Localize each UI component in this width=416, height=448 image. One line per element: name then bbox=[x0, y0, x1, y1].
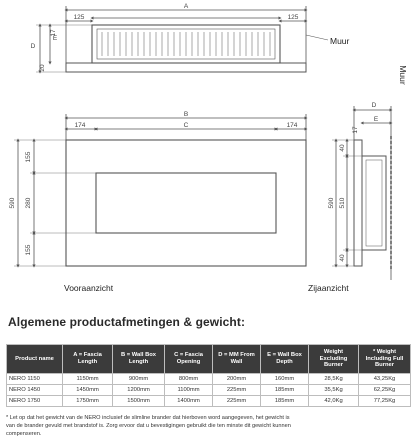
table-cell: NERO 1150 bbox=[7, 374, 63, 385]
top-dim-e: E bbox=[52, 35, 58, 42]
table-cell: 225mm bbox=[213, 385, 261, 396]
table-cell: 1400mm bbox=[165, 396, 213, 407]
front-dim-155-bottom: 155 bbox=[25, 244, 32, 256]
table-cell: 1500mm bbox=[113, 396, 165, 407]
col-header-product-name: Product name bbox=[7, 345, 63, 374]
col-header-weight-incl: * Weight Including Full Burner bbox=[359, 345, 411, 374]
table-cell: 1200mm bbox=[113, 385, 165, 396]
side-dim-17: 17 bbox=[352, 126, 359, 134]
table-cell: 185mm bbox=[261, 396, 309, 407]
col-header-wall-box-depth: E = Wall Box Depth bbox=[261, 345, 309, 374]
table-cell: 42,0Kg bbox=[309, 396, 359, 407]
side-dim-d: D bbox=[371, 102, 377, 109]
top-dim-d: D bbox=[30, 43, 36, 50]
col-header-wall-box-length: B = Wall Box Length bbox=[113, 345, 165, 374]
side-view bbox=[332, 106, 391, 280]
front-caption: Vooraanzicht bbox=[64, 283, 114, 293]
side-caption: Zijaanzicht bbox=[308, 283, 349, 293]
side-wall-label: Muur bbox=[398, 65, 408, 85]
top-dim-17: 17 bbox=[50, 29, 57, 37]
table-cell: 77,25Kg bbox=[359, 396, 411, 407]
table-cell: 28,5Kg bbox=[309, 374, 359, 385]
table-row bbox=[7, 374, 411, 385]
spec-table bbox=[6, 344, 411, 407]
top-dim-right: 125 bbox=[287, 14, 299, 21]
col-header-weight-excl: Weight Excluding Burner bbox=[309, 345, 359, 374]
table-header-row bbox=[7, 345, 411, 374]
table-cell: 185mm bbox=[261, 385, 309, 396]
table-cell: 1150mm bbox=[63, 374, 113, 385]
side-dim-40-top: 40 bbox=[339, 144, 346, 152]
side-dim-40-bottom: 40 bbox=[339, 254, 346, 262]
note-line: compenseren. bbox=[6, 431, 42, 437]
table-cell: 160mm bbox=[261, 374, 309, 385]
front-view bbox=[14, 114, 306, 266]
table-cell: 1450mm bbox=[63, 385, 113, 396]
front-dim-right: 174 bbox=[286, 122, 298, 129]
table-row bbox=[7, 385, 411, 396]
table-cell: 200mm bbox=[213, 374, 261, 385]
section-heading: Algemene productafmetingen & gewicht: bbox=[8, 315, 246, 329]
top-dim-20: 20 bbox=[39, 64, 46, 72]
col-header-fascia-length: A = Fascia Length bbox=[63, 345, 113, 374]
weight-note bbox=[6, 414, 410, 438]
front-dim-b: B bbox=[183, 111, 189, 118]
side-dim-590: 590 bbox=[328, 197, 335, 209]
top-dim-a: A bbox=[183, 3, 189, 10]
table-cell: 1100mm bbox=[165, 385, 213, 396]
top-wall-label: Muur bbox=[330, 36, 350, 46]
table-row bbox=[7, 396, 411, 407]
table-cell: NERO 1450 bbox=[7, 385, 63, 396]
front-dim-left: 174 bbox=[74, 122, 86, 129]
side-dim-e: E bbox=[373, 116, 379, 123]
col-header-fascia-opening: C = Fascia Opening bbox=[165, 345, 213, 374]
note-line: van de brander gevuld met brandstof is. Zorg ervoor dat u bevestigingen gebruikt die ten minste dit gewicht kunnen bbox=[6, 423, 291, 429]
table-cell: 800mm bbox=[165, 374, 213, 385]
table-cell: 62,25Kg bbox=[359, 385, 411, 396]
table-cell: 43,25Kg bbox=[359, 374, 411, 385]
front-dim-280: 280 bbox=[25, 197, 32, 209]
table-cell: 35,5Kg bbox=[309, 385, 359, 396]
side-dim-510: 510 bbox=[339, 197, 346, 209]
table-cell: NERO 1750 bbox=[7, 396, 63, 407]
front-dim-155-top: 155 bbox=[25, 151, 32, 163]
table-cell: 900mm bbox=[113, 374, 165, 385]
table-cell: 225mm bbox=[213, 396, 261, 407]
top-dim-left: 125 bbox=[73, 14, 85, 21]
col-header-mm-from-wall: D = MM From Wall bbox=[213, 345, 261, 374]
front-dim-c: C bbox=[183, 122, 189, 129]
front-dim-590: 590 bbox=[9, 197, 16, 209]
table-cell: 1750mm bbox=[63, 396, 113, 407]
note-line: * Let op dat het gewicht van de NERO inclusief de slimline brander dat hierboven word aangegeven, het gewicht is bbox=[6, 415, 290, 421]
